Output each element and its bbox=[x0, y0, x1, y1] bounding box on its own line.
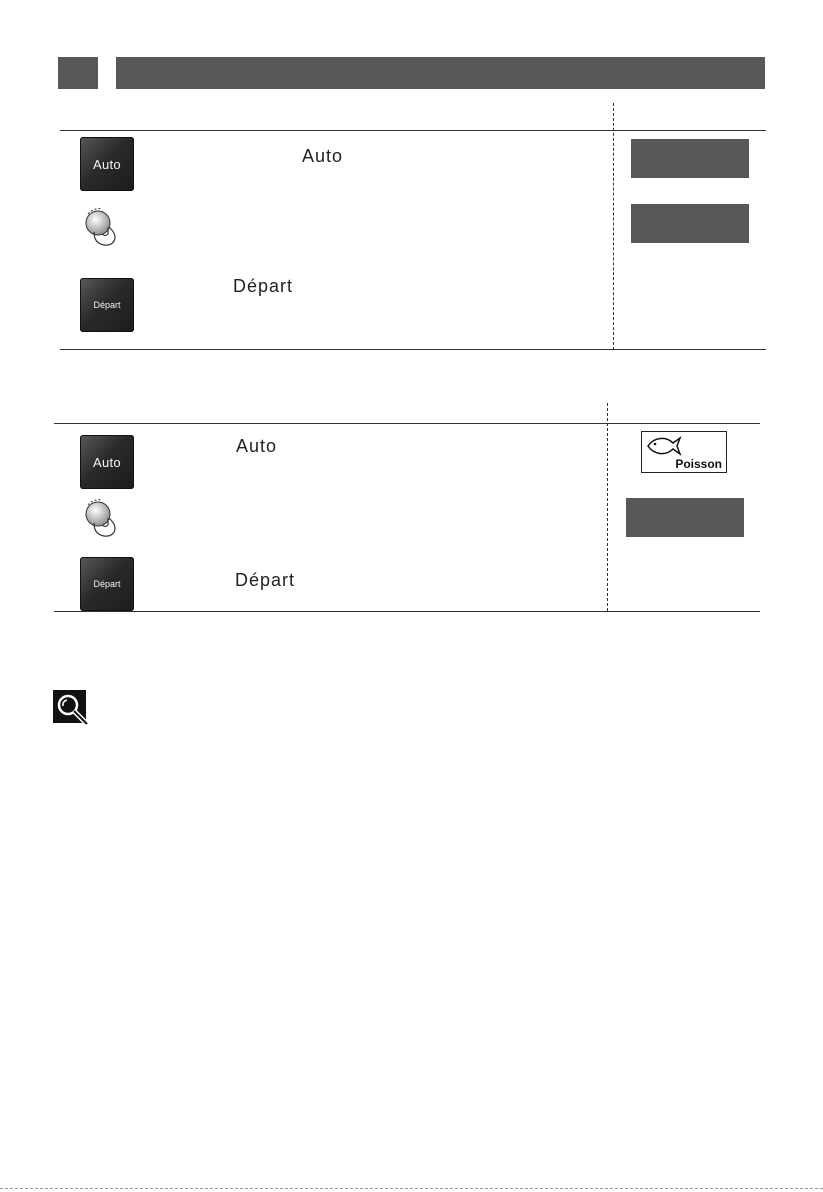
depart-reference: Départ bbox=[233, 276, 294, 296]
poisson-display-symbol bbox=[641, 431, 727, 473]
display-panel bbox=[631, 204, 749, 243]
table-top-rule bbox=[60, 130, 766, 131]
auto-reference: Auto bbox=[302, 146, 344, 166]
fish-icon bbox=[646, 435, 682, 457]
table-top-rule bbox=[54, 423, 760, 424]
depart-button[interactable]: Départ bbox=[80, 557, 134, 611]
page-bottom-edge bbox=[0, 1188, 823, 1189]
column-divider bbox=[613, 103, 614, 350]
magnifier-icon bbox=[53, 690, 90, 727]
rotary-knob-icon[interactable] bbox=[84, 497, 124, 541]
auto-reference: Auto bbox=[236, 436, 278, 456]
depart-reference: Départ bbox=[235, 570, 296, 590]
table-bottom-rule bbox=[60, 349, 766, 350]
auto-button[interactable]: Auto bbox=[80, 435, 134, 489]
column-divider bbox=[607, 403, 608, 611]
auto-button[interactable]: Auto bbox=[80, 137, 134, 191]
section-number-box bbox=[58, 57, 98, 89]
display-panel bbox=[626, 498, 744, 537]
rotary-knob-icon[interactable] bbox=[84, 206, 124, 250]
table-bottom-rule bbox=[54, 611, 760, 612]
poisson-label: Poisson bbox=[675, 457, 722, 471]
display-panel bbox=[631, 139, 749, 178]
depart-button[interactable]: Départ bbox=[80, 278, 134, 332]
section-title-bar bbox=[116, 57, 765, 89]
